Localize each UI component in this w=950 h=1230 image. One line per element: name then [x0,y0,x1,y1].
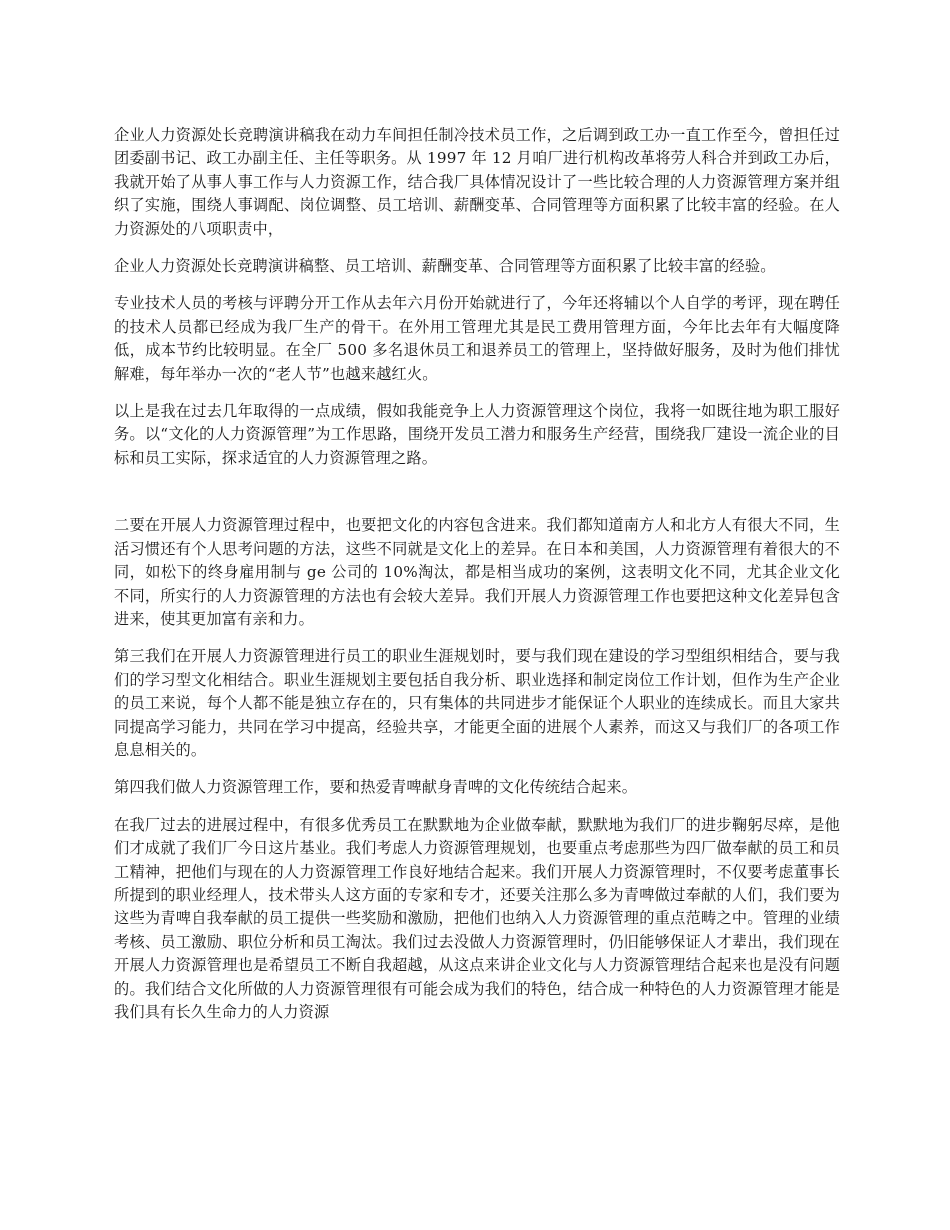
paragraph-second-point: 二要在开展人力资源管理过程中，也要把文化的内容包含进来。我们都知道南方人和北方人有很大不同，生活习惯还有个人思考问题的方法，这些不同就是文化上的差异。在日本和美国，人力资源管理有着很大的不同，如松下的终身雇用制与 ge 公司的 10%淘汰，都是相当成功的案例，这表明文化不同，尤其企业文化不同，所实行的人力资源管理的方法也有会较大差异。我们开展人力资源管理工作也要把这种文化差异包含进来，使其更加富有亲和力。 [114,516,840,628]
paragraph-third-point: 第三我们在开展人力资源管理进行员工的职业生涯规划时，要与我们现在建设的学习型组织相结合，要与我们的学习型文化相结合。职业生涯规划主要包括自我分析、职业选择和制定岗位工作计划，但作为生产企业的员工来说，每个人都不能是独立存在的，只有集体的共同进步才能保证个人职业的连续成长。而且大家共同提高学习能力，共同在学习中提高，经验共享，才能更全面的进展个人素养，而这又与我们厂的各项工作息息相关的。 [114,647,840,759]
paragraph-achievements: 以上是我在过去几年取得的一点成绩，假如我能竞争上人力资源管理这个岗位，我将一如既往地为职工服好务。以“文化的人力资源管理”为工作思路，围绕开发员工潜力和服务生产经营，围绕我厂建设一流企业的目标和员工实际，探求适宜的人力资源管理之路。 [114,402,840,467]
paragraph-intro: 企业人力资源处长竞聘演讲稿我在动力车间担任制冷技术员工作，之后调到政工办一直工作至今，曾担任过团委副书记、政工办副主任、主任等职务。从 1997 年 12 月咱厂进行机构改革将劳人科合并到政工办后，我就开始了从事人事工作与人力资源工作，结合我厂具体情况设计了一些比较合理的人力资源管理方案并组织了实施，围绕人事调配、岗位调整、员工培训、薪酬变革、合同管理等方面积累了比较丰富的经验。在人力资源处的八项职责中， [114,126,840,238]
section-gap [114,484,840,514]
paragraph-repeat: 企业人力资源处长竞聘演讲稿整、员工培训、薪酬变革、合同管理等方面积累了比较丰富的经验。 [114,257,776,276]
paragraph-fourth-point: 第四我们做人力资源管理工作，要和热爱青啤献身青啤的文化传统结合起来。 [114,778,638,797]
paragraph-technical-staff: 专业技术人员的考核与评聘分开工作从去年六月份开始就进行了，今年还将辅以个人自学的考评，现在聘任的技术人员都已经成为我厂生产的骨干。在外用工管理尤其是民工费用管理方面，今年比去年有大幅度降低，成本节约比较明显。在全厂 500 多名退休员工和退养员工的管理上，坚持做好服务，及时为他们排忧解难，每年举办一次的“老人节”也越来越红火。 [114,294,840,383]
document-page [114,124,840,1038]
paragraph-history: 在我厂过去的进展过程中，有很多优秀员工在默默地为企业做奉献，默默地为我们厂的进步鞠躬尽瘁，是他们才成就了我们厂今日这片基业。我们考虑人力资源管理规划，也要重点考虑那些为四厂做奉献的员工和员工精神，把他们与现在的人力资源管理工作良好地结合起来。我们开展人力资源管理时，不仅要考虑董事长所提到的职业经理人，技术带头人这方面的专家和专才，还要关注那么多为青啤做过奉献的人们，我们要为这些为青啤自我奉献的员工提供一些奖励和激励，把他们也纳入人力资源管理的重点范畴之中。管理的业绩考核、员工激励、职位分析和员工淘汰。我们过去没做人力资源管理时，仍旧能够保证人才辈出，我们现在开展人力资源管理也是希望员工不断自我超越，从这点来讲企业文化与人力资源管理结合起来也是没有问题的。我们结合文化所做的人力资源管理很有可能会成为我们的特色，结合成一种特色的人力资源管理才能是我们具有长久生命力的人力资源 [114,815,840,1021]
